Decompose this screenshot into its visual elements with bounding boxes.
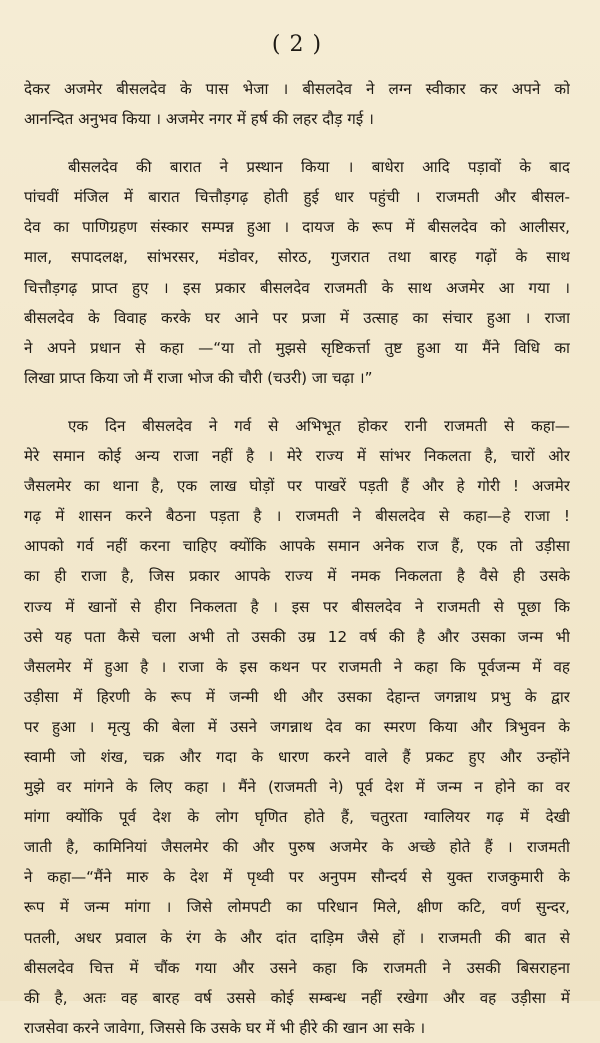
text-line: देकर अजमेर बीसलदेव के पास भेजा । बीसलदेव ने लग्न स्वीकार कर अपने को <box>24 80 570 98</box>
text-line: की है, अतः वह बारह वर्ष उससे कोई सम्बन्ध नहीं रखेगा और वह उड़ीसा में <box>24 988 570 1007</box>
text-line: ने अपने प्रधान से कहा —“या तो मुझसे सृष्टिकर्त्ता तुष्ट हुआ या मैंने विधि का <box>24 338 570 357</box>
text-line: उड़ीसा में हिरणी के रूप में जन्मी थी और उसका देहान्त जगन्नाथ प्रभु के द्वार <box>24 687 570 706</box>
text-line: जैसलमेर में हुआ है । राजा के इस कथन पर राजमती ने कहा कि पूर्वजन्म में वह <box>24 657 570 676</box>
text-line: ने कहा—“मैंने मारु के देश में पृथ्वी पर अनुपम सौन्दर्य से युक्त राजकुमारी के <box>24 868 570 887</box>
text-line: मांगा क्योंकि पूर्व देश के लोग घृणित होते हैं, चतुरता ग्वालियर गढ़ में देखी <box>24 808 570 827</box>
text-line: राज्य में खानों से हीरा निकलता है । इस पर बीसलदेव ने राजमती से पूछा कि <box>24 597 570 616</box>
text-line: मेरे समान कोई अन्य राजा नहीं है । मेरे राज्य में सांभर निकलता है, चारों ओर <box>24 447 570 466</box>
text-line: रूप में जन्म मांगा । जिसे लोमपटी का परिधान मिले, क्षीण कटि, वर्ण सुन्दर, <box>24 898 570 917</box>
page-number: ( 2 ) <box>271 32 323 57</box>
text-line: बीसलदेव के विवाह करके घर आने पर प्रजा में उत्साह का संचार हुआ । राजा <box>24 308 570 327</box>
text-line: लिखा प्राप्त किया जो मैं राजा भोज की चौरी (चउरी) जा चढ़ा ।” <box>24 368 373 387</box>
text-line: पांचवीं मंजिल में बारात चित्तौड़गढ़ होती हुई धार पहुंची । राजमती और बीसल- <box>24 188 570 207</box>
body-text <box>24 74 570 1043</box>
text-line: बीसलदेव की बारात ने प्रस्थान किया । बाधेरा आदि पड़ावों के बाद <box>68 158 570 177</box>
text-line: जैसलमेर का थाना है, एक लाख घोड़ों पर पाखरें पड़ती हैं और हे गोरी ! अजमेर <box>24 477 570 496</box>
text-line: का ही राजा है, जिस प्रकार आपके राज्य में नमक निकलता है वैसे ही उसके <box>24 567 570 586</box>
text-line: आपको गर्व नहीं करना चाहिए क्योंकि आपके समान अनेक राज हैं, एक तो उड़ीसा <box>24 537 570 556</box>
paragraph <box>24 152 570 393</box>
text-line: स्वामी जो शंख, चक्र और गदा के धारण करने वाले हैं प्रकट हुए और उन्होंने <box>24 747 570 766</box>
text-line: गढ़ में शासन करने बैठना पड़ता है । राजमती ने बीसलदेव से कहा—हे राजा ! <box>24 507 570 526</box>
text-line: आनन्दित अनुभव किया । अजमेर नगर में हर्ष की लहर दौड़ गई । <box>24 110 374 129</box>
paragraph <box>24 74 570 134</box>
text-line: राजसेवा करने जावेगा, जिससे कि उसके घर में भी हीरे की खान आ सके । <box>24 1018 426 1037</box>
paragraph <box>24 411 570 1043</box>
text-line: माल, सपादलक्ष, सांभरसर, मंडोवर, सोरठ, गुजरात तथा बारह गढ़ों के साथ <box>24 248 570 267</box>
text-line: एक दिन बीसलदेव ने गर्व से अभिभूत होकर रानी राजमती से कहा— <box>68 416 570 435</box>
text-line: मुझे वर मांगने के लिए कहा । मैंने (राजमती ने) पूर्व देश में जन्म न होने का वर <box>24 778 570 797</box>
text-line: चित्तौड़गढ़ प्राप्त हुए । इस प्रकार बीसलदेव राजमती के साथ अजमेर आ गया । <box>24 278 570 297</box>
text-line: देव का पाणिग्रहण संस्कार सम्पन्न हुआ । दायज के रूप में बीसलदेव को आलीसर, <box>24 218 570 237</box>
text-line: बीसलदेव चित्त में चौंक गया और उसने कहा कि राजमती ने उसकी बिसराहना <box>24 958 570 977</box>
text-line: पर हुआ । मृत्यु की बेला में उसने जगन्नाथ देव का स्मरण किया और त्रिभुवन के <box>24 717 570 736</box>
text-line: पतली, अधर प्रवाल के रंग के और दांत दाड़िम जैसे हों । राजमती की बात से <box>24 928 570 947</box>
text-line: उसे यह पता कैसे चला अभी तो उसकी उम्र 12 वर्ष की है और उसका जन्म भी <box>24 627 570 646</box>
text-line: जाती है, कामिनियां जैसलमेर की और पुरुष अजमेर के अच्छे होते हैं । राजमती <box>24 838 570 857</box>
